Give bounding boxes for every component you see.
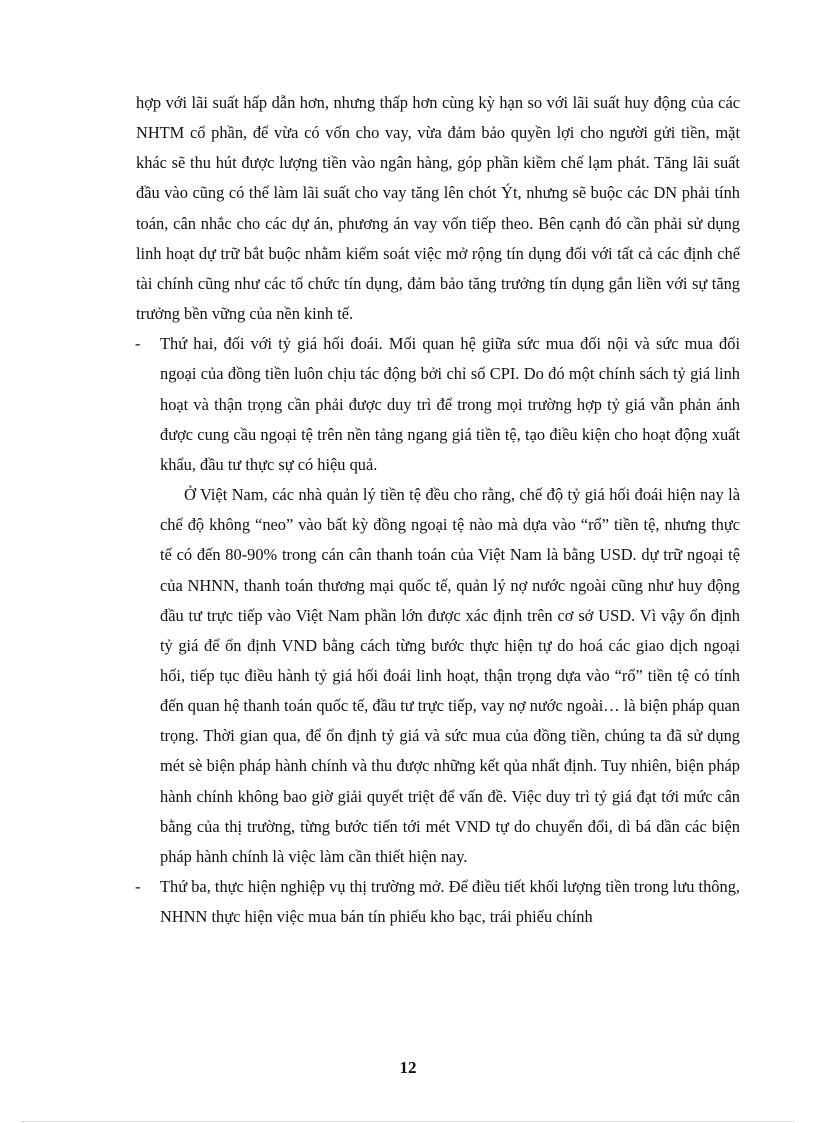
page-bottom-divider bbox=[22, 1121, 794, 1122]
bullet-open-market bbox=[136, 872, 740, 932]
bullet-exchange-rate bbox=[136, 329, 740, 480]
bullet-open-market-text: Thứ ba, thực hiện nghiệp vụ thị trường mở. Để điều tiết khối lượng tiền trong lưu thông, NHNN thực hiện việc mua bán tín phiếu kho bạc, trái phiếu chính bbox=[160, 877, 740, 927]
paragraph-interest-rate: hợp với lãi suất hấp dẫn hơn, nhưng thấp hơn cùng kỳ hạn so với lãi suất huy động của các NHTM cổ phần, để vừa có vốn cho vay, vừa đảm bảo quyền lợi cho người gửi tiền, mặt khác sẽ thu hút được lượng tiền vào ngân hàng, góp phần kiềm chế lạm phát. Tăng lãi suất đầu vào cũng có thể làm lãi suất cho vay tăng lên chót Ýt, nhưng sẽ buộc các DN phải tính toán, cân nhắc cho các dự án, phương án vay vốn tiếp theo. Bên cạnh đó cần phải sử dụng linh hoạt dự trữ bắt buộc nhằm kiểm soát việc mở rộng tín dụng đối với tất cả các định chế tài chính cũng như các tổ chức tín dụng, đảm bảo tăng trưởng tín dụng gắn liền với sự tăng trưởng bền vững của nền kinh tế. bbox=[136, 93, 740, 324]
bullet-exchange-rate-text: Thứ hai, đối với tỷ giá hối đoái. Mối quan hệ giữa sức mua đối nội và sức mua đối ngoại của đồng tiền luôn chịu tác động bởi chỉ số CPI. Do đó một chính sách tỷ giá linh hoạt và thận trọng cần phải được duy trì để trong mọi trường hợp tỷ giá vẫn phản ánh được cung cầu ngoại tệ trên nền tảng ngang giá tiền tệ, tạo điều kiện cho hoạt động xuất khẩu, đầu tư thực sự có hiệu quả. bbox=[160, 334, 740, 474]
body-text bbox=[136, 88, 740, 932]
page-number: 12 bbox=[399, 1058, 417, 1077]
bullet-dash: - bbox=[135, 877, 141, 897]
bullet-dash: - bbox=[135, 334, 141, 354]
paragraph-vietnam-exchange: Ở Việt Nam, các nhà quản lý tiền tệ đều cho rằng, chế độ tỷ giá hối đoái hiện nay là chế độ không “neo” vào bất kỳ đồng ngoại tệ nào mà dựa vào “rổ” tiền tệ, nhưng thực tế có đến 80-90% trong cán cân thanh toán của Việt Nam là bằng USD. dự trữ ngoại tệ của NHNN, thanh toán thương mại quốc tế, quản lý nợ nước ngoài cũng như huy động đầu tư trực tiếp vào Việt Nam phần lớn được xác định trên cơ sở USD. Vì vậy ổn định tỷ giá để ổn định VND bằng cách từng bước thực hiện tự do hoá các giao dịch ngoại hối, tiếp tục điều hành tỷ giá hối đoái linh hoạt, thận trọng dựa vào “rổ” tiền tệ có tính đến quan hệ thanh toán quốc tế, đầu tư trực tiếp, vay nợ nước ngoài… là biện pháp quan trọng. Thời gian qua, để ổn định tỷ giá và sức mua của đồng tiền, chúng ta đã sử dụng mét sè biện pháp hành chính và thu được những kết qủa nhất định. Tuy nhiên, biện pháp hành chính không bao giờ giải quyết triệt để vấn đề. Việc duy trì tỷ giá đạt tới mức cân bằng của thị trường, từng bước tiến tới mét VND tự do chuyển đổi, dì bá dần các biện pháp hành chính là việc làm cần thiết hiện nay. bbox=[160, 485, 740, 866]
